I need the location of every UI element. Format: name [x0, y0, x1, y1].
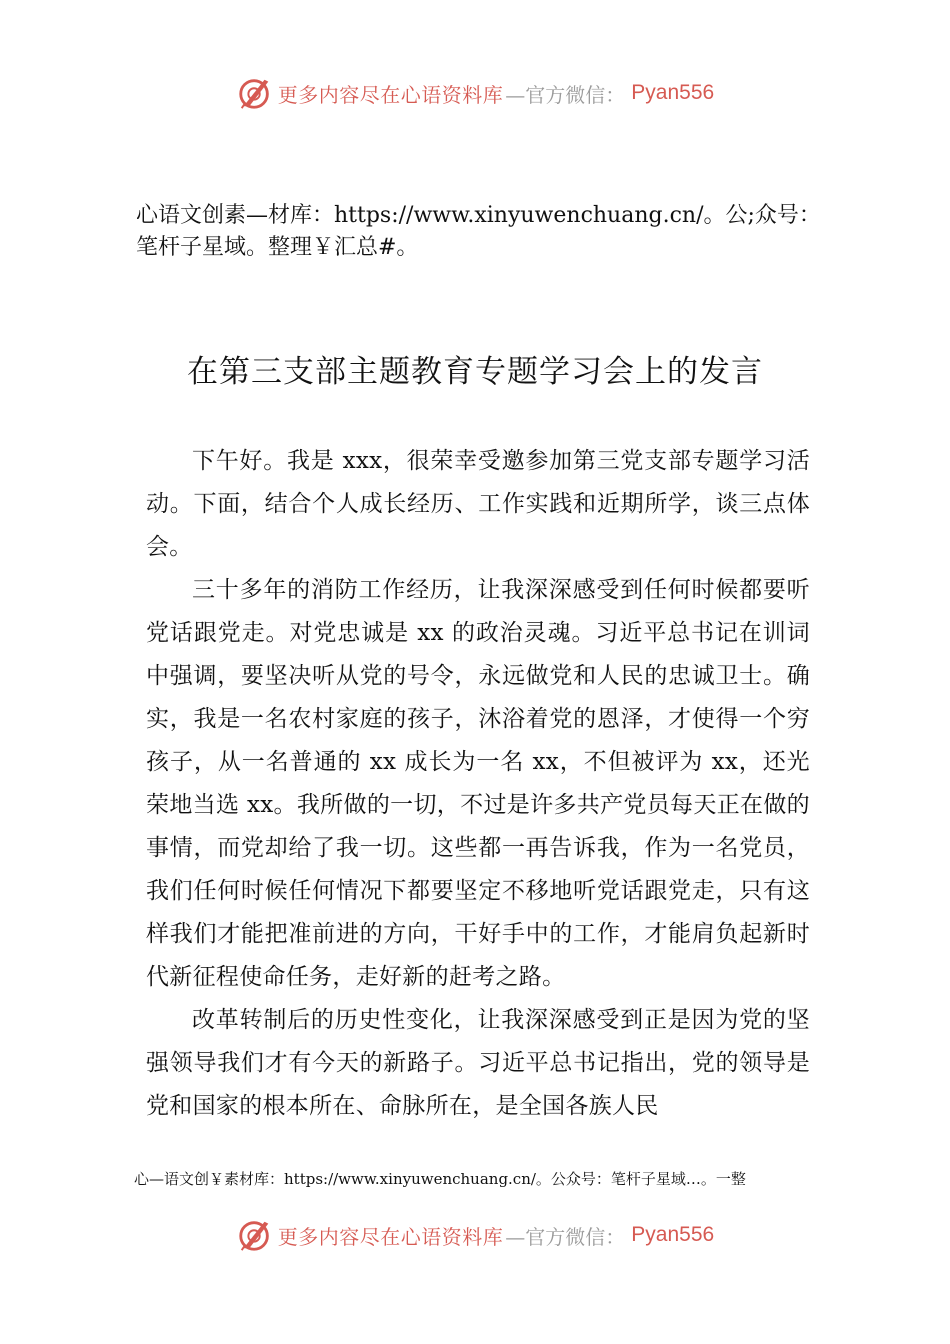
- quill-logo-icon: [236, 1216, 274, 1254]
- banner-main-text: 更多内容尽在心语资料库: [277, 1224, 504, 1249]
- footer-banner: [0, 1210, 950, 1260]
- document-title: 在第三支部主题教育专题学习会上的发言: [187, 354, 763, 390]
- banner-separator-text: —官方微信：: [505, 1224, 626, 1249]
- banner-wechat-id: Pyan556: [631, 81, 715, 104]
- banner-main-text: 更多内容尽在心语资料库: [277, 82, 504, 107]
- footer-note: 心—语文创￥素材库：https://www.xinyuwenchuang.cn/。公众号：笔杆子星域…。一整: [134, 1170, 746, 1188]
- paragraph: 下午好。我是 xxx，很荣幸受邀参加第三党支部专题学习活动。下面，结合个人成长经历、工作实践和近期所学，谈三点体会。: [146, 448, 810, 560]
- banner-separator-text: —官方微信：: [505, 82, 626, 107]
- quill-logo-icon: [236, 74, 274, 112]
- paragraph: 三十多年的消防工作经历，让我深深感受到任何时候都要听党话跟党走。对党忠诚是 xx 的政治灵魂。习近平总书记在训词中强调，要坚决听从党的号令，永远做党和人民的忠诚卫士。确实，我是一名农村家庭的孩子，沐浴着党的恩泽，才使得一个穷孩子，从一名普通的 xx 成长为一名 xx，不但被评为 xx，还光荣地当选 xx。我所做的一切，不过是许多共产党员每天正在做的事情，而党却给了我一切。这些都一再告诉我，作为一名党员，我们任何时候任何情况下都要坚定不移地听党话跟党走，只有这样我们才能把准前进的方向，干好手中的工作，才能肩负起新时代新征程使命任务，走好新的赶考之路。: [146, 577, 810, 990]
- document-body: [146, 440, 810, 1128]
- header-banner: [0, 68, 950, 118]
- banner-wechat-id: Pyan556: [631, 1223, 715, 1246]
- paragraph: 改革转制后的历史性变化，让我深深感受到正是因为党的坚强领导我们才有今天的新路子。习近平总书记指出，党的领导是党和国家的根本所在、命脉所在，是全国各族人民: [146, 1007, 810, 1119]
- intro-note: 心语文创素—材库：https://www.xinyuwenchuang.cn/。公;众号：笔杆子星域。整理￥汇总#。: [136, 203, 821, 260]
